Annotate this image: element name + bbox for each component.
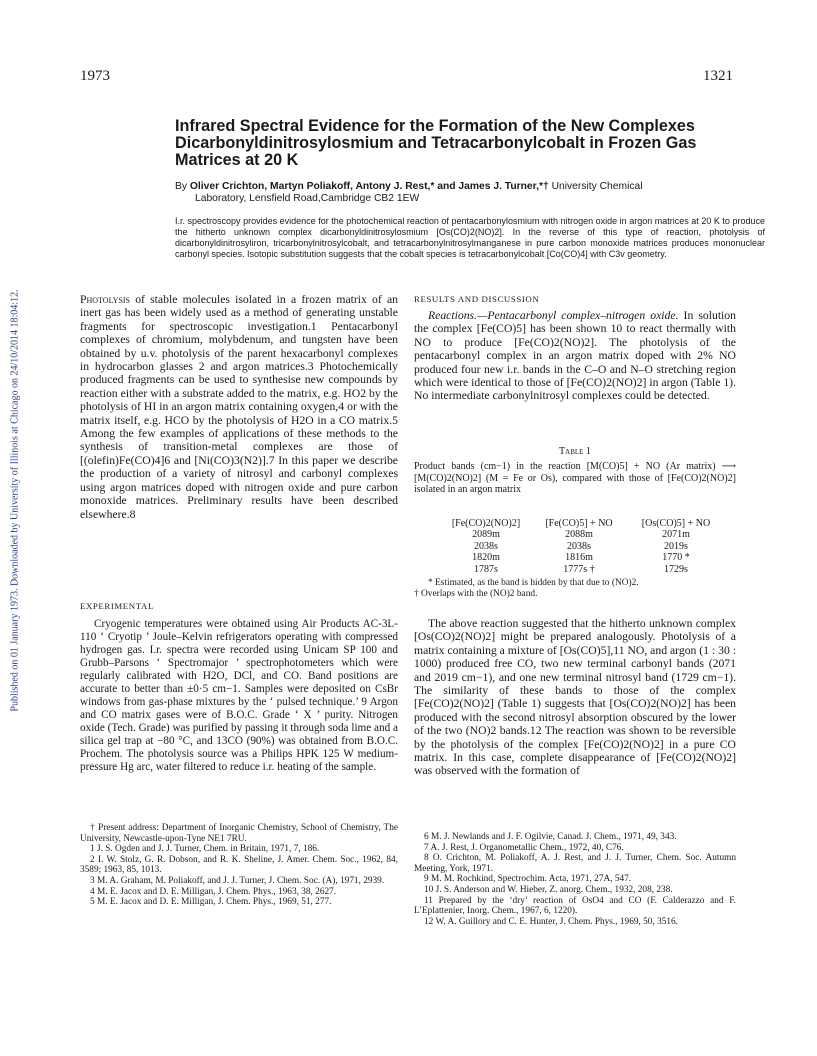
introduction — [80, 293, 398, 521]
footnote-6: 6 M. J. Newlands and J. F. Ogilvie, Canad. J. Chem., 1971, 49, 343. — [424, 832, 677, 842]
table-header-cell: [Fe(CO)5] + NO — [545, 518, 613, 529]
table-caption: Product bands (cm−1) in the reaction [M(CO)5] + NO (Ar matrix) ⟶ [M(CO)2(NO)2] (M = Fe or Os), compared with those of [Fe(CO)2(NO)2] isolated in an argon matrix — [414, 461, 736, 496]
reactions-text: In solution the complex [Fe(CO)5] has been shown 10 to react thermally with NO to produce [Fe(CO)2(NO)2]. The photolysis of the pentacarbonyl complex in an argon matrix doped with 2% NO produced four new i.r. bands in the C–O and N–O stretching region which were identical to those of [Fe(CO)2(NO)2] in argon (Table 1). No intermediate carbonylnitrosyl complexes could be detected. — [414, 309, 736, 403]
table-header-row — [440, 518, 740, 529]
experimental-section — [80, 618, 398, 774]
abstract: I.r. spectroscopy provides evidence for the photochemical reaction of pentacarbonylosmium with nitrogen oxide in argon matrices at 20 K to produce the hitherto unknown complex dicarbonyldinitrosylosmium [Os(CO)2(NO)2]. In the reverse of this type of reaction, photolysis of dicarbonyldinitrosyliron, tricarbonylnitrosylcobalt, and tetracarbonylnitrosylmanganese in pure carbon monoxide matrices produces mononuclear carbonyl species. Isotopic substitution suggests that the cobalt species is tetracarbonylcobalt [Co(CO)4] with C3v geometry. — [175, 216, 765, 259]
table-label: Table 1 — [559, 446, 591, 457]
footnote-5: 5 M. E. Jacox and D. E. Milligan, J. Chem. Phys., 1969, 51, 277. — [90, 897, 332, 908]
table-header-cell: [Fe(CO)2(NO)2] — [451, 518, 521, 529]
footnote-4: 4 M. E. Jacox and D. E. Milligan, J. Chem. Phys., 1963, 38, 2627. — [90, 886, 337, 897]
table-notes — [414, 578, 744, 600]
footnote-2: 2 I. W. Stolz, G. R. Dobson, and R. K. Sheline, J. Amer. Chem. Soc., 1962, 84, 3589; 1963, 85, 1013. — [80, 854, 398, 876]
table-cell: 1729s — [664, 563, 688, 575]
reactions-section — [414, 309, 736, 403]
author-names: Oliver Crichton, Martyn Poliakoff, Antony J. Rest,* and James J. Turner,*† — [189, 181, 549, 192]
results-heading: RESULTS AND DISCUSSION — [414, 294, 540, 304]
table-cell: 2038s — [567, 540, 591, 552]
page-number: 1321 — [703, 68, 733, 84]
footnote-12: 12 W. A. Guillory and C. E. Hunter, J. Chem. Phys., 1969, 50, 3516. — [424, 916, 679, 927]
table-row — [440, 552, 740, 563]
reactions-subheading: Reactions.—Pentacarbonyl complex–nitrogen oxide. — [428, 309, 679, 322]
table-cell: 1816m — [565, 552, 593, 564]
article-title: Infrared Spectral Evidence for the Formation of the New Complexes Dicarbonyldinitrosylosmium and Tetracarbonylcobalt in Frozen Gas Matrices at 20 K — [175, 117, 697, 169]
left-footnotes — [80, 823, 398, 908]
affiliation-line-2: Laboratory, Lensfield Road,Cambridge CB2 1EW — [195, 193, 420, 204]
table-cell: 1777s † — [563, 563, 595, 575]
table-cell: 1787s — [474, 563, 498, 575]
footnote-1: 1 J. S. Ogden and J. J. Turner, Chem. in Britain, 1971, 7, 186. — [90, 844, 320, 855]
table-row — [440, 529, 740, 540]
data-table — [440, 518, 740, 575]
footnote-3: 3 M. A. Graham, M. Poliakoff, and J. J. Turner, J. Chem. Soc. (A), 1971, 2939. — [90, 875, 385, 886]
byline-by: By — [175, 181, 188, 192]
discussion-section — [414, 617, 736, 778]
footnote-8: 8 O. Crichton, M. Poliakoff, A. J. Rest, and J. J. Turner, Chem. Soc. Autumn Meeting, York, 1971. — [414, 853, 736, 874]
journal-year: 1973 — [80, 68, 110, 84]
table-cell: 2089m — [472, 529, 500, 541]
right-footnotes — [414, 832, 736, 927]
publication-side-note: Published on 01 January 1973. Downloaded by University of Illinois at Chicago on 24/10/2014 18:04:12. — [9, 289, 21, 712]
experimental-text: Cryogenic temperatures were obtained using Air Products AC-3L-110 ‘ Cryotip ’ Joule–Kelvin refrigerators operating with compressed hydrogen gas. I.r. spectra were recorded using Unicam SP 100 and Grubb–Parsons ‘ Spectromajor ’ spectrophotometers which were regularly calibrated with H2O, DCl, and CO. Band positions are accurate to better than ±0·5 cm−1. Samples were deposited on CsBr windows from gas-phase mixtures by the ‘ pulsed technique.’ 9 Argon and CO matrix gases were of B.O.C. Grade ‘ X ’ purity. Nitrogen oxide (Tech. Grade) was purified by passing it through soda lime and a silica gel trap at −80 °C, and 13CO (90%) was obtained from B.O.C. Prochem. The photolysis source was a Philips HPK 125 W medium-pressure Hg arc, water filtered to reduce i.r. heating of the sample. — [80, 618, 398, 773]
table-cell: 1820m — [472, 552, 500, 564]
table-cell: 2088m — [565, 529, 593, 541]
footnote-10: 10 J. S. Anderson and W. Hieber, Z. anorg. Chem., 1932, 208, 238. — [424, 884, 673, 895]
table-header-cell: [Os(CO)5] + NO — [641, 518, 711, 529]
discussion-text: The above reaction suggested that the hitherto unknown complex [Os(CO)2(NO)2] might be prepared analogously. Photolysis of a matrix containing a mixture of [Os(CO)5],11 NO, and argon (1 : 30 : 1000) produced free CO, two new terminal carbonyl bands (2071 and 2019 cm−1), and one new terminal nitrosyl band (1729 cm−1). The similarity of these bands to those of the complex [Fe(CO)2(NO)2] (Table 1) suggests that [Os(CO)2(NO)2] has been produced with the second nitrosyl absorption obscured by the lower of the two (NO)2 bands.12 The reaction was shown to be reversible by the photolysis of the complex [Fe(CO)2(NO)2] in a pure CO matrix. In this case, complete disappearance of [Fe(CO)2(NO)2] was observed with the formation of — [414, 617, 736, 778]
footnote-7: 7 A. J. Rest, J. Organometallic Chem., 1972, 40, C76. — [424, 842, 624, 853]
table-cell: 1770 * — [662, 552, 690, 564]
table-cell: 2038s — [474, 540, 498, 552]
table-note: * Estimated, as the band is hidden by that due to (NO)2. — [428, 578, 639, 588]
table-cell: 2071m — [662, 529, 690, 541]
table-cell: 2019s — [664, 540, 688, 552]
experimental-heading: EXPERIMENTAL — [80, 601, 154, 611]
table-row — [440, 541, 740, 552]
intro-lead-word: Photolysis — [80, 293, 131, 306]
footnote-11: 11 Prepared by the ‘dry’ reaction of OsO4 and CO (F. Calderazzo and F. L’Eplattenier, Inorg. Chem., 1967, 6, 1220). — [414, 895, 736, 917]
footnote-9: 9 M. M. Rochkind, Spectrochim. Acta, 1971, 27A, 547. — [424, 874, 632, 885]
intro-text: of stable molecules isolated in a frozen matrix of an inert gas has been widely used as a method of generating unstable fragments for spectroscopic investigation.1 Pentacarbonyl complexes of chromium, molybdenum, and tungsten have been obtained by u.v. photolysis of the parent hexacarbonyl complexes in hydrocarbon glasses 2 and argon matrices.3 Photochemically produced fragments can be used to synthesise new compounds by reaction either with a substrate added to the matrix, e.g. HO2 by the photolysis of HI in an argon matrix containing oxygen,4 or with the matrix itself, e.g. HCO by the photolysis of H2O in a CO matrix.5 Among the few examples of applications of these methods to the synthesis of transition-metal complexes are those of [(olefin)Fe(CO)4]6 and [Ni(CO)3(N2)].7 In this paper we describe the production of a variety of nitrosyl and carbonyl complexes using argon matrices doped with nitrogen oxide and pure carbon monoxide matrices. Preliminary results have been described elsewhere.8 — [80, 293, 398, 521]
affiliation-line-1: University Chemical — [551, 181, 643, 192]
footnote-present-address: † Present address: Department of Inorganic Chemistry, School of Chemistry, The University, Newcastle-upon-Tyne NE1 7RU. — [80, 823, 398, 844]
table-row — [440, 564, 740, 575]
table-note: † Overlaps with the (NO)2 band. — [414, 589, 538, 599]
byline — [175, 181, 775, 205]
